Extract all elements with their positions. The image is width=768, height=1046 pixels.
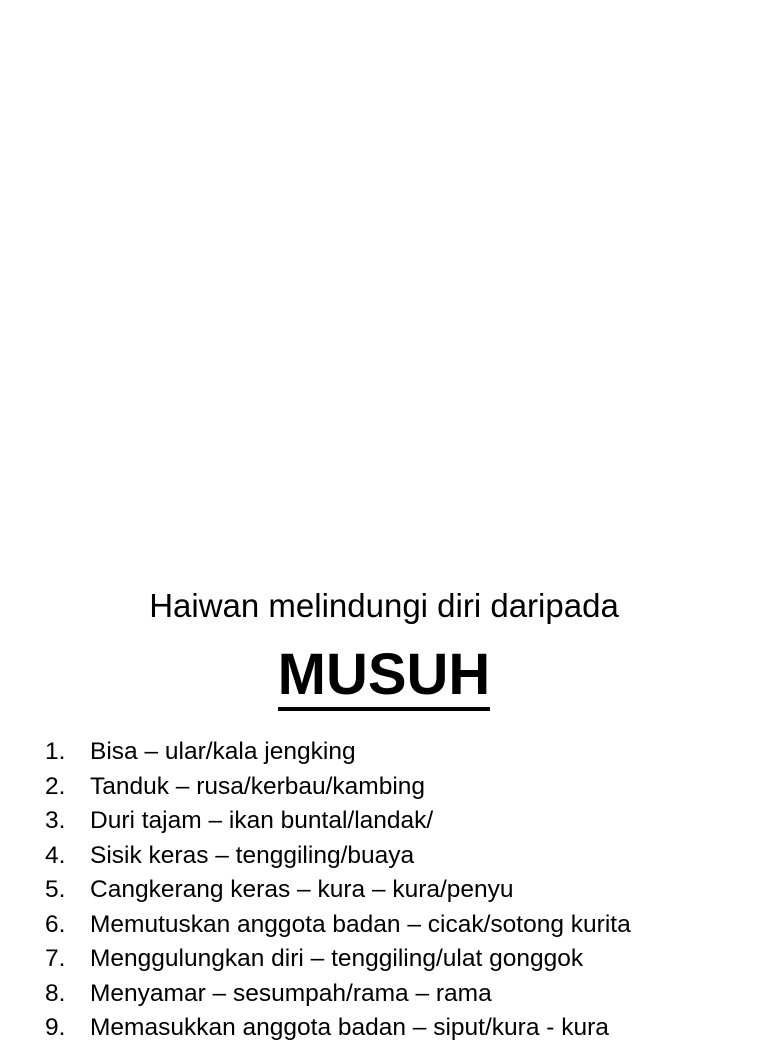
list-item-text: Memasukkan anggota badan – siput/kura - kura <box>90 1014 609 1041</box>
slide-subtitle: Haiwan melindungi diri daripada <box>149 587 619 624</box>
list-item-number: 7. <box>45 945 66 972</box>
list-item-number: 5. <box>45 876 66 903</box>
list-item-text: Tanduk – rusa/kerbau/kambing <box>90 772 426 800</box>
list-item-number: 8. <box>45 979 66 1007</box>
list-item <box>0 942 768 977</box>
list-item-number: 9. <box>45 1014 66 1041</box>
list-item-number: 3. <box>45 807 66 834</box>
list-item <box>0 1011 768 1046</box>
list-item-number: 2. <box>45 772 66 800</box>
list-item-text: Cangkerang keras – kura – kura/penyu <box>90 876 514 903</box>
defense-list <box>0 735 768 1046</box>
list-item-text: Sisik keras – tenggiling/buaya <box>90 841 415 869</box>
list-item <box>0 839 768 874</box>
list-item-number: 4. <box>45 841 66 869</box>
list-item-text: Menggulungkan diri – tenggiling/ulat gonggok <box>90 945 584 972</box>
list-item <box>0 908 768 943</box>
slide-title <box>0 640 768 711</box>
list-item-number: 6. <box>45 910 66 938</box>
list-item-text: Bisa – ular/kala jengking <box>90 738 356 765</box>
list-item-number: 1. <box>45 738 66 765</box>
list-item <box>0 804 768 839</box>
list-item-text: Memutuskan anggota badan – cicak/sotong kurita <box>90 910 631 938</box>
list-item-text: Duri tajam – ikan buntal/landak/ <box>90 807 434 834</box>
list-item <box>0 735 768 770</box>
list-item <box>0 770 768 805</box>
list-item <box>0 977 768 1012</box>
list-item-text: Menyamar – sesumpah/rama – rama <box>90 979 492 1007</box>
list-item <box>0 873 768 908</box>
slide-title-text: MUSUH <box>278 645 491 711</box>
